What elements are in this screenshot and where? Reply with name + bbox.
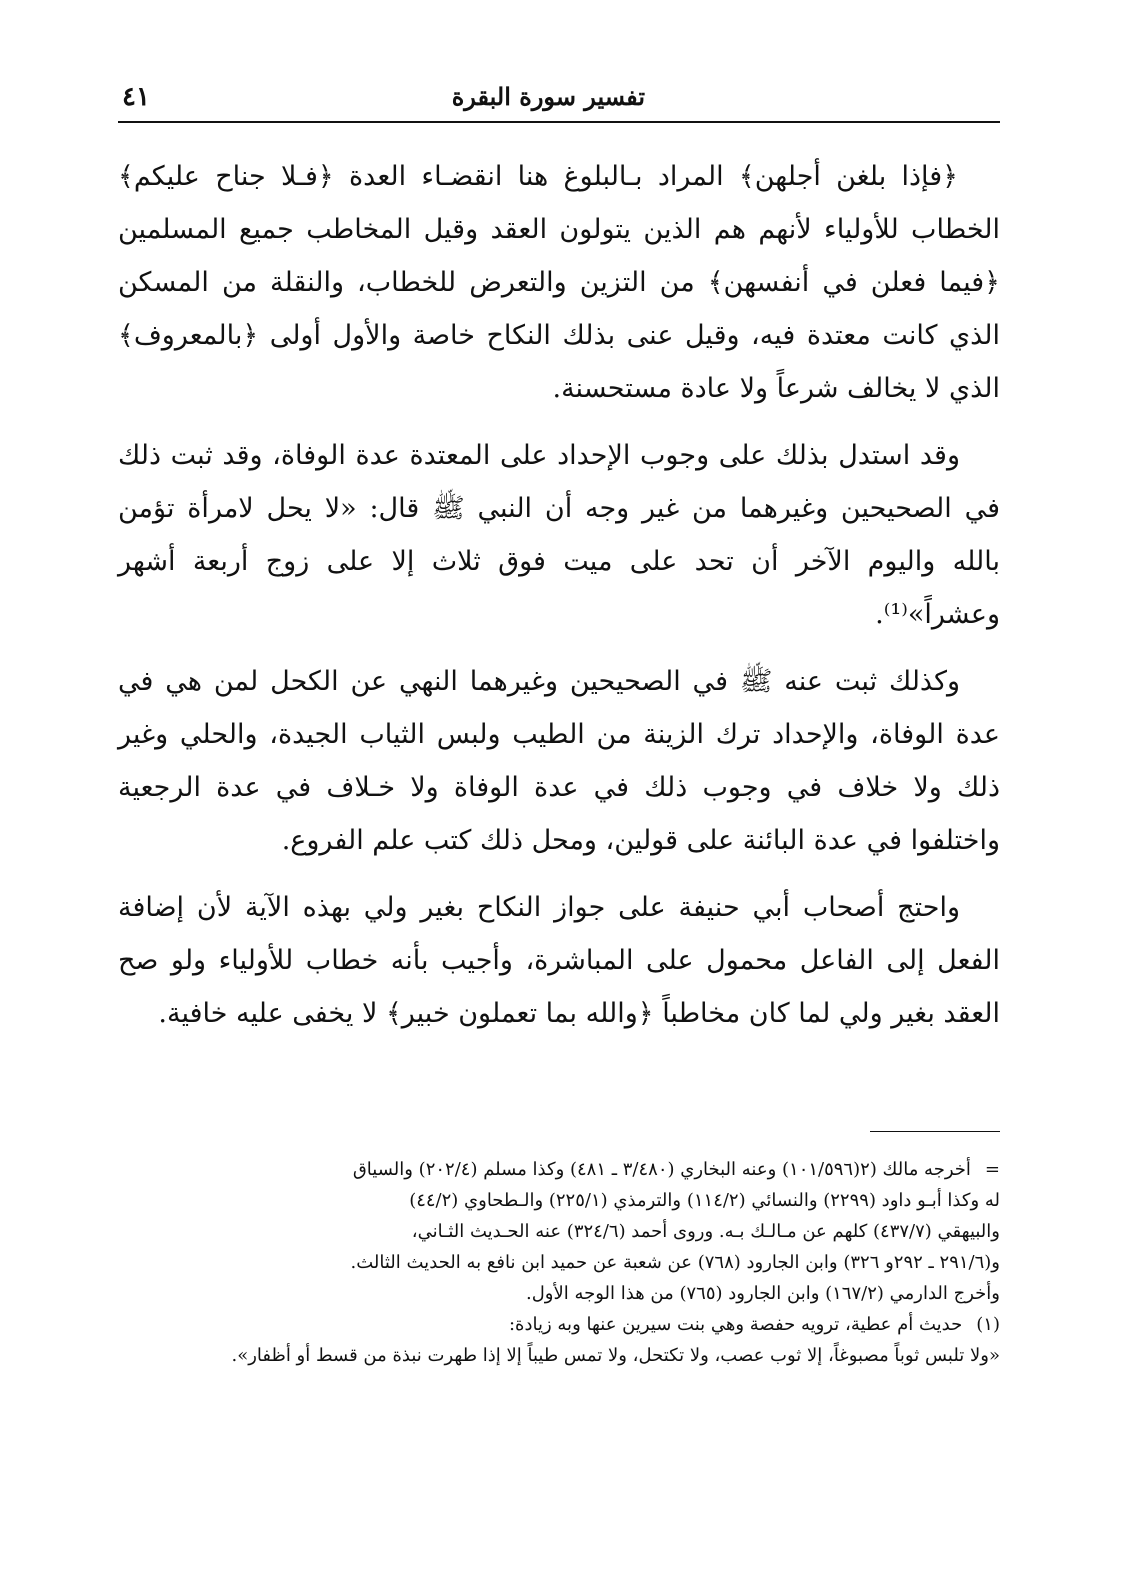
footnote-line: و(٢٩١/٦ ـ ٢٩٢و ٣٢٦) وابن الجارود (٧٦٨) عن شعبة عن حميد ابن نافع به الحديث الثالث. [350, 1252, 1000, 1273]
footnote-1 [118, 1309, 1000, 1340]
page-header [118, 78, 1000, 122]
running-title: تفسير سورة البقرة [451, 82, 645, 111]
paragraph: وقد استدل بذلك على وجوب الإحداد على المعتدة عدة الوفاة، وقد ثبت ذلك في الصحيحين وغيرهما من غير وجه أن النبي ﷺ قال: «لا يحل لامرأة تؤمن بالله واليوم الآخر أن تحد على ميت فوق ثلاث إلا على زوج أربعة أشهر وعشراً»⁽¹⁾. [118, 440, 1000, 630]
page-number: ٤١ [122, 82, 150, 112]
paragraph: واحتج أصحاب أبي حنيفة على جواز النكاح بغير ولي بهذه الآية لأن إضافة الفعل إلى الفاعل محمول على المباشرة، وأجيب بأنه خطاب للأولياء ولو صح العقد بغير ولي لما كان مخاطباً ﴿والله بما تعملون خبير﴾ لا يخفى عليه خافية. [118, 892, 1000, 1029]
main-text [118, 150, 1000, 1054]
footnote-line: وأخرج الدارمي (١٦٧/٢) وابن الجارود (٧٦٥) من هذا الوجه الأول. [526, 1283, 1000, 1304]
footnote-number: (١) [976, 1314, 1000, 1335]
header-rule [118, 121, 1000, 123]
footnote-continuation [118, 1154, 1000, 1185]
footnote-line: حديث أم عطية، ترويه حفصة وهي بنت سيرين عنها وبه زيادة: [508, 1314, 963, 1335]
footnotes [118, 1154, 1000, 1371]
footnote-line: له وكذا أبـو داود (٢٢٩٩) والنسائي (١١٤/٢) والترمذي (٢٢٥/١) والـطحاوي (٤٤/٢) [409, 1190, 1000, 1211]
footnote-line: والبيهقي (٤٣٧/٧) كلهم عن مـالـك بـه. وروى أحمد (٣٢٤/٦) عنه الحـديث الثـاني، [411, 1221, 1000, 1242]
paragraph: ﴿فإذا بلغن أجلهن﴾ المراد بـالبلوغ هنا انقضـاء العدة ﴿فـلا جناح عليكم﴾ الخطاب للأولياء لأنهم هم الذين يتولون العقد وقيل المخاطب جميع المسلمين ﴿فيما فعلن في أنفسهن﴾ من التزين والتعرض للخطاب، والنقلة من المسكن الذي كانت معتدة فيه، وقيل عنى بذلك النكاح خاصة والأول أولى ﴿بالمعروف﴾ الذي لا يخالف شرعاً ولا عادة مستحسنة. [118, 161, 1001, 404]
paragraph: وكذلك ثبت عنه ﷺ في الصحيحين وغيرهما النهي عن الكحل لمن هي في عدة الوفاة، والإحداد ترك الزينة من الطيب ولبس الثياب الجيدة، والحلي وغير ذلك ولا خلاف في وجوب ذلك في عدة الوفاة ولا خـلاف في عدة الرجعية واختلفوا في عدة البائنة على قولين، ومحل ذلك كتب علم الفروع. [118, 666, 1000, 856]
continuation-marker: = [984, 1159, 1000, 1180]
footnote-line: أخرجه مالك (٢(١٠١/٥٩٦) وعنه البخاري (٣/٤٨٠ ـ ٤٨١) وكذا مسلم (٢٠٢/٤) والسياق [352, 1159, 971, 1180]
footnote-rule [870, 1131, 1000, 1132]
footnote-line: «ولا تلبس ثوباً مصبوغاً، إلا ثوب عصب، ولا تكتحل، ولا تمس طيباً إلا إذا طهرت نبذة من قسط أو أظفار». [231, 1345, 1000, 1366]
